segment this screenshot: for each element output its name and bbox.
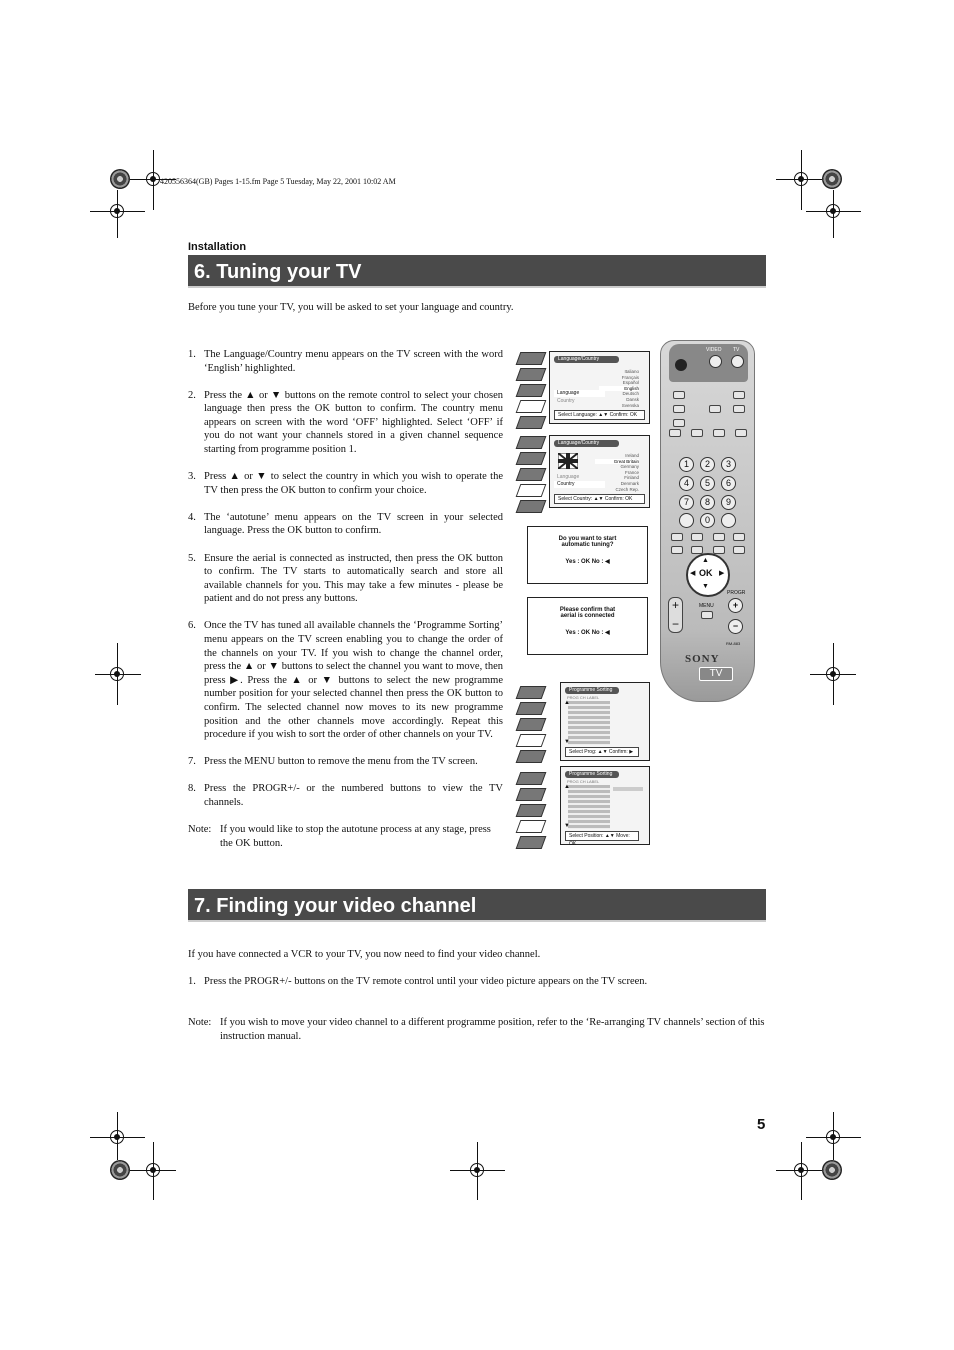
- osd-title: Language/Country: [554, 440, 619, 447]
- function-button[interactable]: [733, 391, 745, 399]
- function-button[interactable]: [691, 533, 703, 541]
- osd-title: Programme Sorting: [565, 687, 619, 694]
- language-row: Language: [554, 390, 605, 397]
- file-header: 420556364(GB) Pages 1-15.fm Page 5 Tuesday, May 22, 2001 10:02 AM: [160, 177, 396, 186]
- list-item: 2. Press the ▲ or ▼ buttons on the remote control to select your chosen language then press the OK button to confirm. The country menu appears on screen with the word ‘OFF’ highlighted. Select ‘OFF’ if you do not want your channels stored in a given channel sequence starting from programme position 1.: [188, 389, 503, 456]
- moving-channel: [613, 787, 643, 791]
- function-button[interactable]: [669, 429, 681, 437]
- list-item: 5. Ensure the aerial is connected as instructed, then press the OK button to confirm. The TV starts to automatically search and store all available channels for you. This may take a few minutes - please be patient and do not press any buttons.: [188, 552, 503, 605]
- color-target-icon: [110, 1160, 130, 1180]
- progr-label: PROGR: [727, 590, 746, 596]
- section-6-intro: Before you tune your TV, you will be asked to set your language and country.: [188, 302, 514, 313]
- tuning-steps: [188, 348, 503, 850]
- list-item: 3. Press ▲ or ▼ to select the country in which you wish to operate the TV then press the OK button to confirm your choice.: [188, 471, 503, 496]
- osd-footer: Select Country: ▲▼ Confirm: OK: [554, 494, 645, 504]
- flag-icon: [558, 453, 578, 469]
- left-arrow-icon: ◀: [690, 569, 696, 577]
- country-list: Ireland Great Britain Germany France Finland Denmark Czech Rep.: [595, 453, 639, 492]
- digit-2-button[interactable]: 2: [700, 457, 715, 472]
- country-row: Country: [554, 481, 605, 488]
- section-7-note: Note: If you wish to move your video channel to a different programme position, refer to the ‘Re-arranging TV channels’ section of this instruction manual.: [188, 1017, 765, 1042]
- down-arrow-icon: ▼: [564, 739, 570, 745]
- ir-window-icon: [675, 359, 687, 371]
- section-7-intro: If you have connected a VCR to your TV, you now need to find your video channel.: [188, 949, 541, 960]
- function-button[interactable]: [735, 429, 747, 437]
- up-arrow-icon: ▲: [564, 700, 570, 706]
- aerial-dialog: Please confirm that aerial is connected Yes : OK No : ◀: [527, 597, 648, 655]
- function-button[interactable]: [733, 405, 745, 413]
- country-row: Country: [557, 398, 575, 404]
- section-6-title: 6. Tuning your TV: [188, 255, 766, 288]
- tv-badge: TV: [699, 667, 733, 681]
- menu-label: MENU: [699, 603, 714, 609]
- sony-logo: SONY: [685, 653, 720, 665]
- sort-columns: PROG CH LABEL: [567, 695, 600, 700]
- color-target-icon: [822, 169, 842, 189]
- function-button[interactable]: [713, 533, 725, 541]
- progr-plus-button[interactable]: +: [728, 598, 743, 613]
- digit-7-button[interactable]: 7: [679, 495, 694, 510]
- video-label: VIDEO: [706, 347, 722, 353]
- video-power-button[interactable]: [709, 355, 722, 368]
- osd-title: Programme Sorting: [565, 771, 619, 778]
- up-arrow-icon: ▲: [564, 784, 570, 790]
- menu-tabs: [518, 772, 546, 852]
- function-button[interactable]: [673, 391, 685, 399]
- minus-icon: −: [672, 617, 680, 631]
- model-number: RM-883: [726, 641, 741, 646]
- function-button[interactable]: [713, 546, 725, 554]
- list-item: 1. Press the PROGR+/- buttons on the TV remote control until your video picture appears on the TV screen.: [188, 976, 648, 987]
- function-button[interactable]: [671, 533, 683, 541]
- function-button[interactable]: [733, 546, 745, 554]
- language-list: Italiano Français Español English Deutsch Dansk Svenska: [599, 369, 639, 408]
- programme-sorting-screen: [560, 682, 650, 761]
- color-target-icon: [110, 169, 130, 189]
- function-button[interactable]: [709, 405, 721, 413]
- function-button[interactable]: [673, 419, 685, 427]
- section-label: Installation: [188, 241, 247, 253]
- plus-icon: +: [672, 598, 680, 612]
- down-arrow-icon: ▼: [702, 582, 709, 590]
- digit-3-button[interactable]: 3: [721, 457, 736, 472]
- digit-5-button[interactable]: 5: [700, 476, 715, 491]
- tv-label: TV: [733, 347, 740, 353]
- list-item: 4. The ‘autotune’ menu appears on the TV screen in your selected language. Press the OK button to confirm.: [188, 511, 503, 537]
- function-button[interactable]: [691, 429, 703, 437]
- channel-list: [568, 701, 610, 745]
- digit-4-button[interactable]: 4: [679, 476, 694, 491]
- programme-move-screen: [560, 766, 650, 845]
- sort-columns: PROG CH LABEL: [567, 779, 600, 784]
- digit-0-button[interactable]: 0: [700, 513, 715, 528]
- tv-power-button[interactable]: [731, 355, 744, 368]
- language-menu-screen: [549, 351, 650, 424]
- function-button[interactable]: [671, 546, 683, 554]
- digit-1-button[interactable]: 1: [679, 457, 694, 472]
- function-button[interactable]: [713, 429, 725, 437]
- back-button[interactable]: [679, 513, 694, 528]
- country-menu-screen: [549, 435, 650, 508]
- language-row: Language: [557, 474, 580, 480]
- progr-minus-button[interactable]: −: [728, 619, 743, 634]
- menu-tabs: [518, 436, 546, 516]
- osd-footer: Select Position: ▲▼ Move: OK: [565, 831, 639, 841]
- list-item: 7. Press the MENU button to remove the menu from the TV screen.: [188, 756, 478, 768]
- menu-tabs: [518, 686, 546, 766]
- down-arrow-icon: ▼: [564, 823, 570, 829]
- digit-6-button[interactable]: 6: [721, 476, 736, 491]
- page-number: 5: [757, 1116, 766, 1133]
- color-target-icon: [822, 1160, 842, 1180]
- autotune-dialog: Do you want to start automatic tuning? Yes : OK No : ◀: [527, 526, 648, 584]
- list-item: 6. Once the TV has tuned all available channels the ‘Programme Sorting’ menu appears on the TV screen enabling you to change the order of the channels on your TV. If you wish to change the channel order, press the ▲ or ▼ buttons to select the channel you want to move, then press ▶. Press the ▲ or ▼ buttons to select the new programme number position for your selected channel then press the OK button to confirm. The selected channel now moves to its new programme position and the other channels move accordingly. Repeat this procedure if you wish to sort the order of other channels on your TV.: [188, 620, 503, 741]
- section-7-title: 7. Finding your video channel: [188, 889, 766, 922]
- up-arrow-icon: ▲: [702, 556, 709, 564]
- list-item: 8. Press the PROGR+/- or the numbered buttons to view the TV channels.: [188, 783, 503, 808]
- jump-button[interactable]: [721, 513, 736, 528]
- ok-button[interactable]: OK: [699, 568, 713, 578]
- function-button[interactable]: [673, 405, 685, 413]
- menu-tabs: [518, 352, 546, 432]
- osd-title: Language/Country: [554, 356, 619, 363]
- digit-8-button[interactable]: 8: [700, 495, 715, 510]
- tuning-note: Note: If you would like to stop the autotune process at any stage, press the OK button.: [188, 824, 491, 849]
- list-item: 1. The Language/Country menu appears on the TV screen with the word ‘English’ highlighted.: [188, 349, 503, 374]
- digit-9-button[interactable]: 9: [721, 495, 736, 510]
- right-arrow-icon: ▶: [719, 569, 725, 577]
- channel-list: [568, 785, 610, 829]
- remote-control: [660, 340, 755, 702]
- function-button[interactable]: [733, 533, 745, 541]
- menu-button[interactable]: [701, 611, 713, 619]
- osd-footer: Select Language: ▲▼ Confirm: OK: [554, 410, 645, 420]
- osd-footer: Select Prog: ▲▼ Confirm: ▶: [565, 747, 639, 757]
